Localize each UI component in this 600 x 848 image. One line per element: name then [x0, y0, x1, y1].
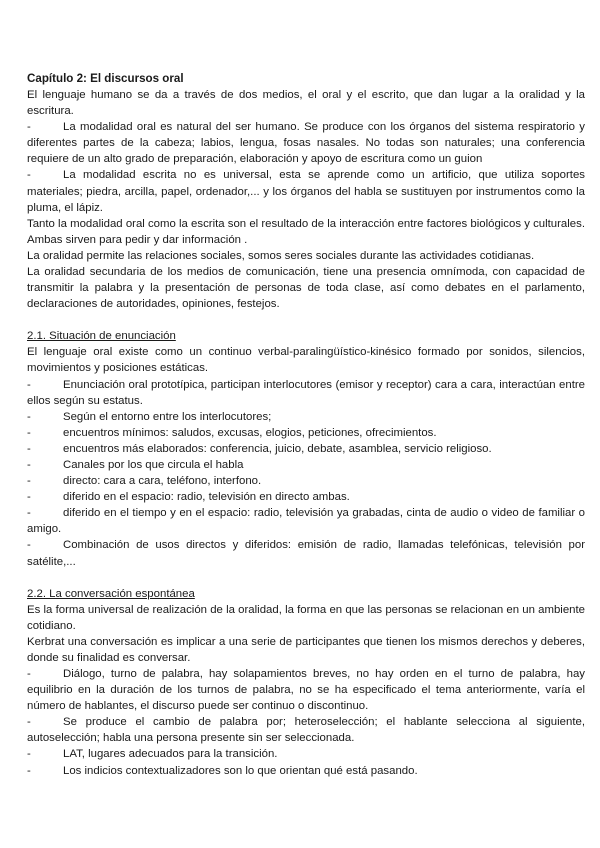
- bullet-item: - diferido en el tiempo y en el espacio: radio, televisión ya grabadas, cinta de audio o video de familiar o amigo.: [27, 507, 585, 536]
- bullet-item: - Se produce el cambio de palabra por; heteroselección; el hablante selecciona al siguiente, autoselección; habla una persona presente sin ser seleccionada.: [27, 716, 585, 745]
- bullet-item: - Enunciación oral prototípica, participan interlocutores (emisor y receptor) cara a cara, interactúan entre ellos según su estatus.: [27, 378, 585, 407]
- bullet-item: - La modalidad oral es natural del ser humano. Se produce con los órganos del sistema respiratorio y diferentes partes de la cabeza; labios, lengua, fosas nasales. No todas son naturales; una conferencia requiere de un alto grado de preparación, elaboración y apoyo de escritura como un guion: [27, 121, 585, 166]
- bullet-item: - Según el entorno entre los interlocutores;: [27, 410, 272, 423]
- paragraph: La oralidad permite las relaciones sociales, somos seres sociales durante las actividades cotidianas.: [27, 249, 535, 262]
- bullet-item: - La modalidad escrita no es universal, esta se aprende como un artificio, que utiliza soportes materiales; piedra, arcilla, papel, ordenador,... y los órganos del habla se sustituyen por instrumentos como la pluma, el lápiz.: [27, 169, 585, 214]
- paragraph: El lenguaje humano se da a través de dos medios, el oral y el escrito, que dan lugar a la oralidad y la escritura.: [27, 89, 585, 118]
- bullet-item: - Canales por los que circula el habla: [27, 458, 244, 471]
- bullet-item: - Los indicios contextualizadores son lo que orientan qué está pasando.: [27, 764, 418, 777]
- bullet-item: - directo: cara a cara, teléfono, interfono.: [27, 475, 262, 488]
- section-heading-situacion: 2.1. Situación de enunciación: [27, 330, 176, 343]
- paragraph: El lenguaje oral existe como un continuo verbal-paralingüístico-kinésico formado por sonidos, silencios, movimientos y posiciones estáticas.: [27, 346, 585, 375]
- paragraph: Kerbrat una conversación es implicar a una serie de participantes que tienen los mismos derechos y deberes, donde su finalidad es conversar.: [27, 635, 585, 664]
- paragraph: Tanto la modalidad oral como la escrita son el resultado de la interacción entre factores biológicos y culturales. Ambas sirven para pedir y dar información .: [27, 217, 585, 246]
- bullet-item: - Diálogo, turno de palabra, hay solapamientos breves, no hay orden en el turno de palabra, hay equilibrio en la duración de los turnos de palabra, no se ha especificado el tema anteriormente, varía el número de hablantes, el discurso puede ser continuo o discontinuo.: [27, 668, 585, 713]
- paragraph: Es la forma universal de realización de la oralidad, la forma en que las personas se relacionan en un ambiente cotidiano.: [27, 603, 585, 632]
- paragraph: La oralidad secundaria de los medios de comunicación, tiene una presencia omnímoda, con capacidad de transmitir la palabra y la presentación de personas de toda clase, así como debates en el parlamento, declaraciones de autoridades, opiniones, festejos.: [27, 266, 585, 311]
- bullet-item: - LAT, lugares adecuados para la transición.: [27, 748, 278, 761]
- section-heading-conversacion: 2.2. La conversación espontánea: [27, 587, 195, 600]
- bullet-item: - encuentros mínimos: saludos, excusas, elogios, peticiones, ofrecimientos.: [27, 426, 437, 439]
- chapter-title: Capítulo 2: El discursos oral: [27, 72, 184, 85]
- document-page: [27, 71, 585, 779]
- bullet-item: - Combinación de usos directos y diferidos: emisión de radio, llamadas telefónicas, televisión por satélite,...: [27, 539, 585, 568]
- bullet-item: - encuentros más elaborados: conferencia, juicio, debate, asamblea, servicio religioso.: [27, 442, 492, 455]
- bullet-item: - diferido en el espacio: radio, televisión en directo ambas.: [27, 491, 350, 504]
